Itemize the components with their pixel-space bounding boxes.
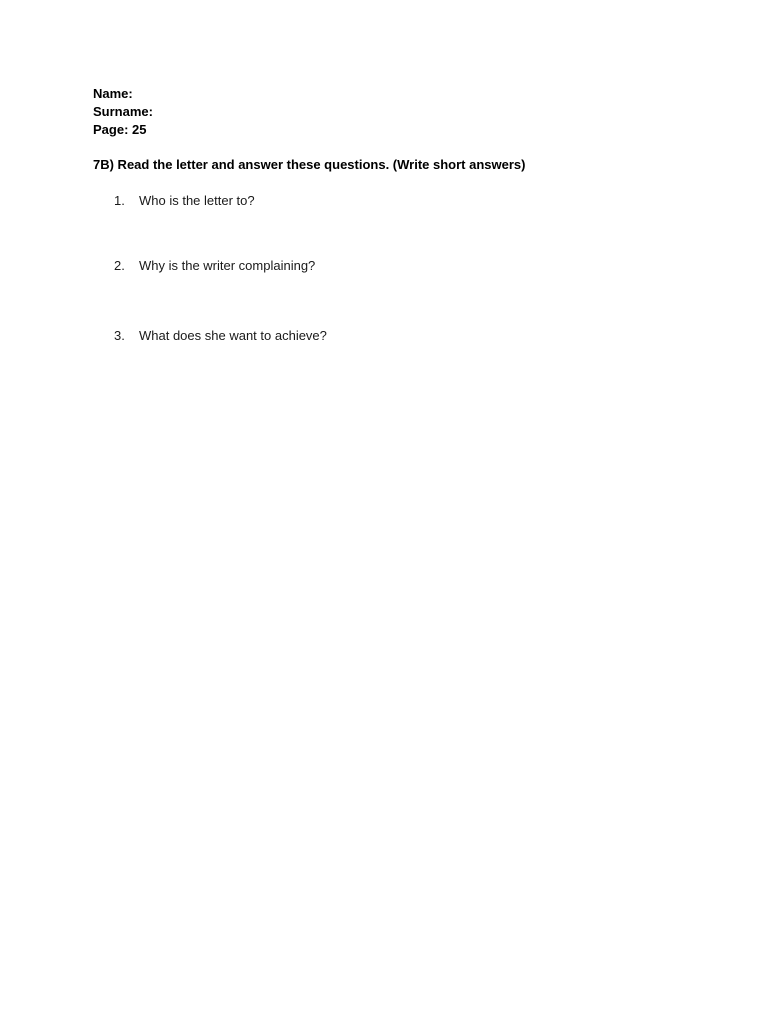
question-number: 2. [114, 258, 125, 273]
page-label: Page: 25 [93, 122, 147, 137]
surname-label: Surname: [93, 104, 153, 119]
question-text: Why is the writer complaining? [139, 258, 316, 273]
name-label: Name: [93, 86, 133, 101]
student-info-header [93, 85, 153, 139]
question-number: 1. [114, 193, 125, 208]
list-item [114, 192, 255, 210]
question-text: Who is the letter to? [139, 193, 255, 208]
exercise-instruction: 7B) Read the letter and answer these questions. (Write short answers) [93, 157, 526, 172]
list-item [114, 327, 327, 345]
question-number: 3. [114, 328, 125, 343]
list-item [114, 257, 315, 275]
question-text: What does she want to achieve? [139, 328, 327, 343]
